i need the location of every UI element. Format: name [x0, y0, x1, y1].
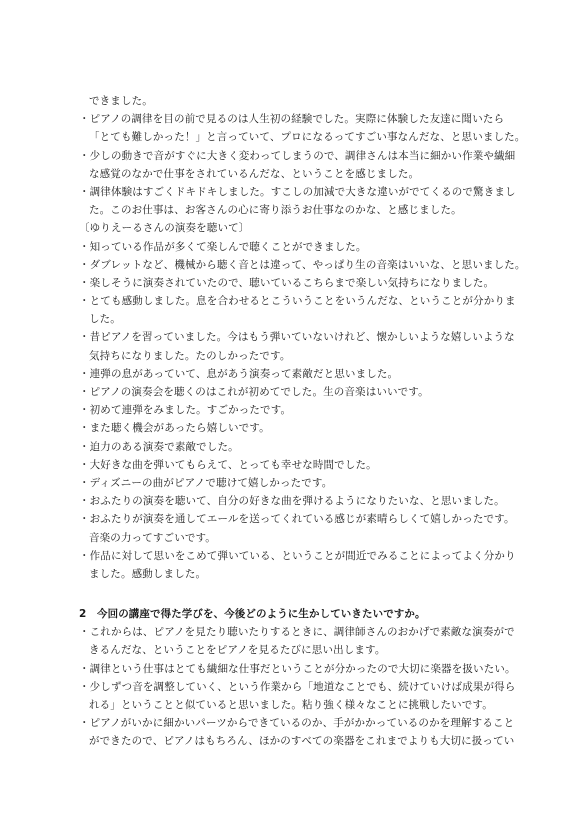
text-line: ・ピアノがいかに細かいパーツからできているのか、手がかかっているのかを理解すること: [79, 717, 515, 730]
text-line: ました。感動しました。: [89, 567, 207, 580]
text-line: れる」ということと似ていると思いました。粘り強く様々なことに挑戦したいです。: [89, 699, 493, 711]
text-line: ・これからは、ピアノを見たり聴いたりするときに、調律師さんのおかげで素敵な演奏がで: [79, 626, 515, 639]
text-line: ・ピアノの演奏会を聴くのはこれが初めてでした。生の音楽はいいです。: [79, 386, 429, 398]
text-line: ができたので、ピアノはもちろん、ほかのすべての楽器をこれまでよりも大切に扱ってい: [89, 735, 515, 748]
text-line: ・調律という仕事はとても繊細な仕事だということが分かったので大切に楽器を扱いたい。: [79, 662, 516, 675]
text-line: ・おふたりが演奏を通してエールを送ってくれている感じが素晴らしくて嬉しかったです。: [79, 513, 515, 526]
text-line: 気持ちになりました。たのしかったです。: [89, 349, 291, 362]
section-gap: [79, 583, 519, 605]
text-line: 音楽の力ってすごいです。: [89, 531, 216, 544]
text-line: な感覚のなかで仕事をされているんだな、ということを感じました。: [89, 167, 420, 180]
text-line: ・連弾の息があっていて、息があう演奏って素敵だと思いました。: [79, 367, 399, 380]
text-line: ・大好きな曲を弾いてもらえて、とっても幸せな時間でした。: [79, 458, 377, 471]
text-line: 「とても難しかった！」と言っていて、プロになるってすごい事なんだな、と思いました。: [89, 131, 526, 144]
document-body: [79, 92, 526, 751]
text-line: ・知っている作品が多くて楽しんで聴くことができました。: [79, 240, 367, 253]
text-line: ・昔ピアノを習っていました。今はもう弾いていないけれど、懐かしいような嬉しいような: [79, 331, 515, 344]
text-line: ・作品に対して思いをこめて弾いている、ということが間近でみることによってよく分かり: [79, 549, 516, 562]
text-line: ・少しずつ音を調整していく、という作業から「地道なことでも、続けていけば成果が得ら: [79, 680, 516, 693]
text-line: ・ピアノの調律を目の前で見るのは人生初の経験でした。実際に体験した友達に聞いたら: [79, 113, 505, 126]
text-line: 〔ゆりえーるさんの演奏を聴いて〕: [79, 222, 250, 235]
text-line: ・とても感動しました。息を合わせるとこういうことをいうんだな、ということが分かりま: [79, 295, 516, 308]
text-line: ・調律体験はすごくドキドキしました。すこしの加減で大きな違いがでてくるので驚きまし: [79, 185, 516, 198]
text-line: ・少しの動きで音がすぐに大きく変わってしまうので、調律さんは本当に細かい作業や繊細: [79, 149, 516, 162]
text-line: ・おふたりの演奏を聴いて、自分の好きな曲を弾けるようになりたいな、と思いました。: [79, 495, 505, 508]
text-line: できました。: [89, 95, 153, 107]
text-line: ・ディズニーの曲がピアノで聴けて嬉しかったです。: [79, 476, 333, 489]
text-line: した。: [89, 313, 121, 326]
text-line: ・ダブレットなど、機械から聴く音とは違って、やっぱり生の音楽はいいな、と思いました。: [79, 258, 526, 271]
text-line: ・楽しそうに演奏されていたので、聴いているこちらまで楽しい気持ちになりました。: [79, 276, 495, 289]
text-line: ・迫力のある演奏で素敵でした。: [79, 440, 239, 453]
text-line: た。このお仕事は、お客さんの心に寄り添うお仕事なのかな、と感じました。: [89, 204, 462, 217]
text-line: ・初めて連弾をみました。すごかったです。: [79, 404, 292, 417]
question-2-title: 2 今回の講座で得た学びを、今後どのように生かしていきたいですか。: [79, 608, 426, 621]
text-line: きるんだな、ということをピアノを見るたびに思い出します。: [89, 644, 386, 657]
section-2-responses: [79, 623, 519, 750]
section-1-responses: [79, 92, 526, 583]
text-line: ・また聴く機会があったら嬉しいです。: [79, 422, 270, 435]
